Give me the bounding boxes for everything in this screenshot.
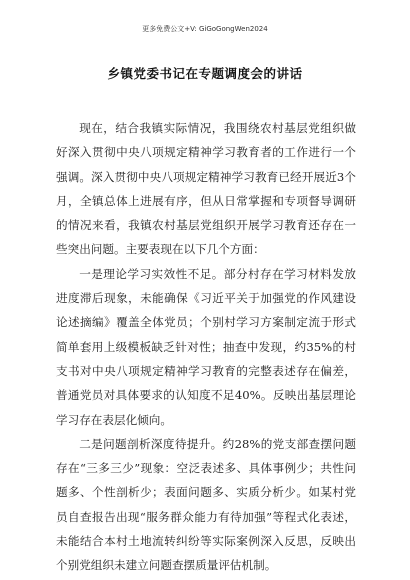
- paragraph: 现在，结合我镇实际情况，我围绕农村基层党组织做好深入贯彻中央八项规定精神学习教育者的工作进行一个强调。深入贯彻中央八项规定精神学习教育已经开展近3个月，全镇总体上进展有序，但从日常掌握和专项督导调研的情况来看，我镇农村基层党组织开展学习教育还存在一些突出问题。主要表现在以下几个方面：: [56, 121, 356, 257]
- page-header-note: 更多免费公文+V: GiGoGongWen2024: [142, 25, 268, 33]
- document-title: 乡镇党委书记在专题调度会的讲话: [107, 66, 303, 81]
- paragraph: 二是问题剖析深度待提升。约28%的党支部查摆问题存在“三多三少”现象：空泛表述多、具体事例少；共性问题多、个性剖析少；表面问题多、实质分析少。如某村党员自查报告出现“服务群众能力有待加强”等程式化表述，未能结合本村土地流转纠纷等实际案例深入反思，反映出个别党组织未建立问题查摆质量评估机制。: [56, 436, 356, 573]
- document-body: [56, 116, 356, 578]
- paragraph: 一是理论学习实效性不足。部分村存在学习材料发放进度滞后现象，未能确保《习近平关于加强党的作风建设论述摘编》覆盖全体党员；个别村学习方案制定流于形式简单套用上级模板缺乏针对性；抽查中发现，约35%的村支书对中央八项规定精神学习教育的完整表述存在偏差，普通党员对具体要求的认知度不足40%。反映出基层理论学习存在表层化倾向。: [56, 266, 356, 427]
